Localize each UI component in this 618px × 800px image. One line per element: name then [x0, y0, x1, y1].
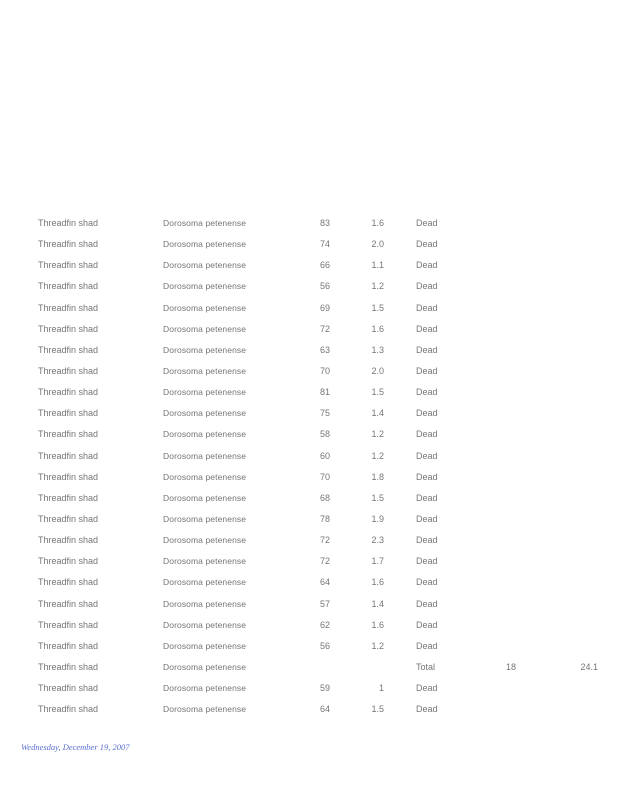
status-cell: Dead: [416, 323, 438, 334]
common-name-cell: Threadfin shad: [38, 704, 99, 715]
table-row: [0, 594, 618, 615]
length-cell: 78: [319, 513, 330, 524]
fish-data-table: [0, 213, 618, 720]
table-row: [0, 530, 618, 551]
table-row: [0, 678, 618, 699]
status-cell: Dead: [416, 387, 438, 398]
weight-cell: 1.5: [371, 492, 384, 503]
status-cell: Dead: [416, 492, 438, 503]
species-cell: Dorosoma petenense: [163, 556, 247, 567]
common-name-cell: Threadfin shad: [38, 450, 99, 461]
species-cell: Dorosoma petenense: [163, 492, 247, 503]
table-row: [0, 255, 618, 276]
weight-cell: 1.4: [371, 408, 384, 419]
table-row: [0, 298, 618, 319]
weight-cell: 1.6: [371, 619, 384, 630]
weight-cell: 1.7: [371, 556, 384, 567]
table-row: [0, 551, 618, 572]
common-name-cell: Threadfin shad: [38, 239, 99, 250]
status-cell: Dead: [416, 239, 438, 250]
common-name-cell: Threadfin shad: [38, 429, 99, 440]
status-cell: Dead: [416, 218, 438, 228]
length-cell: 74: [319, 239, 330, 250]
length-cell: 59: [319, 683, 330, 694]
species-cell: Dorosoma petenense: [163, 661, 247, 672]
table-row: [0, 446, 618, 467]
length-cell: 58: [319, 429, 330, 440]
status-cell: Dead: [416, 619, 438, 630]
species-cell: Dorosoma petenense: [163, 450, 247, 461]
weight-cell: 1.9: [371, 513, 384, 524]
length-cell: 75: [319, 408, 330, 419]
status-cell: Dead: [416, 556, 438, 567]
length-cell: 57: [319, 598, 330, 609]
status-cell: Dead: [416, 535, 438, 546]
weight-cell: 1.5: [371, 387, 384, 398]
species-cell: Dorosoma petenense: [163, 344, 247, 355]
table-row: [0, 213, 618, 234]
common-name-cell: Threadfin shad: [38, 598, 99, 609]
table-row: [0, 636, 618, 657]
status-cell: Dead: [416, 408, 438, 419]
status-cell: Dead: [416, 640, 438, 651]
common-name-cell: Threadfin shad: [38, 577, 99, 588]
status-cell: Dead: [416, 429, 438, 440]
common-name-cell: Threadfin shad: [38, 556, 99, 567]
table-row: [0, 340, 618, 361]
common-name-cell: Threadfin shad: [38, 492, 99, 503]
species-cell: Dorosoma petenense: [163, 218, 247, 228]
common-name-cell: Threadfin shad: [38, 408, 99, 419]
common-name-cell: Threadfin shad: [38, 471, 99, 482]
species-cell: Dorosoma petenense: [163, 619, 247, 630]
table-row: [0, 572, 618, 593]
common-name-cell: Threadfin shad: [38, 535, 99, 546]
weight-cell: 1.6: [371, 323, 384, 334]
length-cell: 63: [319, 344, 330, 355]
length-cell: 64: [319, 704, 330, 715]
weight-cell: 1.2: [371, 429, 384, 440]
length-cell: 70: [319, 471, 330, 482]
status-cell: Dead: [416, 598, 438, 609]
species-cell: Dorosoma petenense: [163, 365, 247, 376]
common-name-cell: Threadfin shad: [38, 344, 99, 355]
common-name-cell: Threadfin shad: [38, 683, 99, 694]
length-cell: 70: [319, 365, 330, 376]
common-name-cell: Threadfin shad: [38, 260, 99, 271]
common-name-cell: Threadfin shad: [38, 302, 99, 313]
species-cell: Dorosoma petenense: [163, 683, 247, 694]
weight-cell: 1.1: [371, 260, 384, 271]
table-row: [0, 234, 618, 255]
common-name-cell: Threadfin shad: [38, 661, 99, 672]
table-row: [0, 361, 618, 382]
table-row: [0, 319, 618, 340]
weight-cell: 2.3: [371, 535, 384, 546]
species-cell: Dorosoma petenense: [163, 429, 247, 440]
total-weight-cell: 24.1: [580, 661, 598, 672]
common-name-cell: Threadfin shad: [38, 323, 99, 334]
footer-date: Wednesday, December 19, 2007: [21, 742, 130, 752]
weight-cell: 1.6: [371, 577, 384, 588]
weight-cell: 1.3: [371, 344, 384, 355]
species-cell: Dorosoma petenense: [163, 408, 247, 419]
length-cell: 56: [319, 281, 330, 292]
status-cell: Dead: [416, 513, 438, 524]
weight-cell: 1.2: [371, 450, 384, 461]
species-cell: Dorosoma petenense: [163, 704, 247, 715]
weight-cell: 1.4: [371, 598, 384, 609]
weight-cell: 1.2: [371, 640, 384, 651]
length-cell: 81: [319, 387, 330, 398]
species-cell: Dorosoma petenense: [163, 471, 247, 482]
status-cell: Dead: [416, 302, 438, 313]
species-cell: Dorosoma petenense: [163, 260, 247, 271]
table-row: [0, 382, 618, 403]
species-cell: Dorosoma petenense: [163, 281, 247, 292]
weight-cell: 2.0: [371, 365, 384, 376]
length-cell: 72: [319, 556, 330, 567]
table-row: [0, 403, 618, 424]
weight-cell: 1: [378, 683, 384, 694]
status-cell: Dead: [416, 683, 438, 694]
length-cell: 69: [319, 302, 330, 313]
common-name-cell: Threadfin shad: [38, 218, 99, 228]
count-cell: 18: [505, 661, 516, 672]
common-name-cell: Threadfin shad: [38, 513, 99, 524]
status-cell: Total: [416, 661, 436, 672]
common-name-cell: Threadfin shad: [38, 619, 99, 630]
status-cell: Dead: [416, 704, 438, 715]
weight-cell: 1.8: [371, 471, 384, 482]
length-cell: 64: [319, 577, 330, 588]
species-cell: Dorosoma petenense: [163, 577, 247, 588]
species-cell: Dorosoma petenense: [163, 513, 247, 524]
weight-cell: 1.2: [371, 281, 384, 292]
status-cell: Dead: [416, 281, 438, 292]
status-cell: Dead: [416, 260, 438, 271]
species-cell: Dorosoma petenense: [163, 640, 247, 651]
length-cell: 72: [319, 323, 330, 334]
length-cell: 83: [319, 218, 330, 228]
table-row: [0, 657, 618, 678]
common-name-cell: Threadfin shad: [38, 640, 99, 651]
species-cell: Dorosoma petenense: [163, 302, 247, 313]
length-cell: 68: [319, 492, 330, 503]
species-cell: Dorosoma petenense: [163, 535, 247, 546]
length-cell: 60: [319, 450, 330, 461]
status-cell: Dead: [416, 344, 438, 355]
common-name-cell: Threadfin shad: [38, 387, 99, 398]
table-row: [0, 467, 618, 488]
weight-cell: 2.0: [371, 239, 384, 250]
species-cell: Dorosoma petenense: [163, 387, 247, 398]
table-row: [0, 509, 618, 530]
weight-cell: 1.5: [371, 704, 384, 715]
length-cell: 66: [319, 260, 330, 271]
length-cell: 72: [319, 535, 330, 546]
species-cell: Dorosoma petenense: [163, 598, 247, 609]
common-name-cell: Threadfin shad: [38, 365, 99, 376]
table-row: [0, 615, 618, 636]
table-row: [0, 488, 618, 509]
common-name-cell: Threadfin shad: [38, 281, 99, 292]
length-cell: 62: [319, 619, 330, 630]
weight-cell: 1.6: [371, 218, 384, 228]
status-cell: Dead: [416, 450, 438, 461]
status-cell: Dead: [416, 577, 438, 588]
table-row: [0, 424, 618, 445]
status-cell: Dead: [416, 365, 438, 376]
species-cell: Dorosoma petenense: [163, 239, 247, 250]
table-row: [0, 699, 618, 720]
weight-cell: 1.5: [371, 302, 384, 313]
species-cell: Dorosoma petenense: [163, 323, 247, 334]
table-row: [0, 276, 618, 297]
status-cell: Dead: [416, 471, 438, 482]
length-cell: 56: [319, 640, 330, 651]
